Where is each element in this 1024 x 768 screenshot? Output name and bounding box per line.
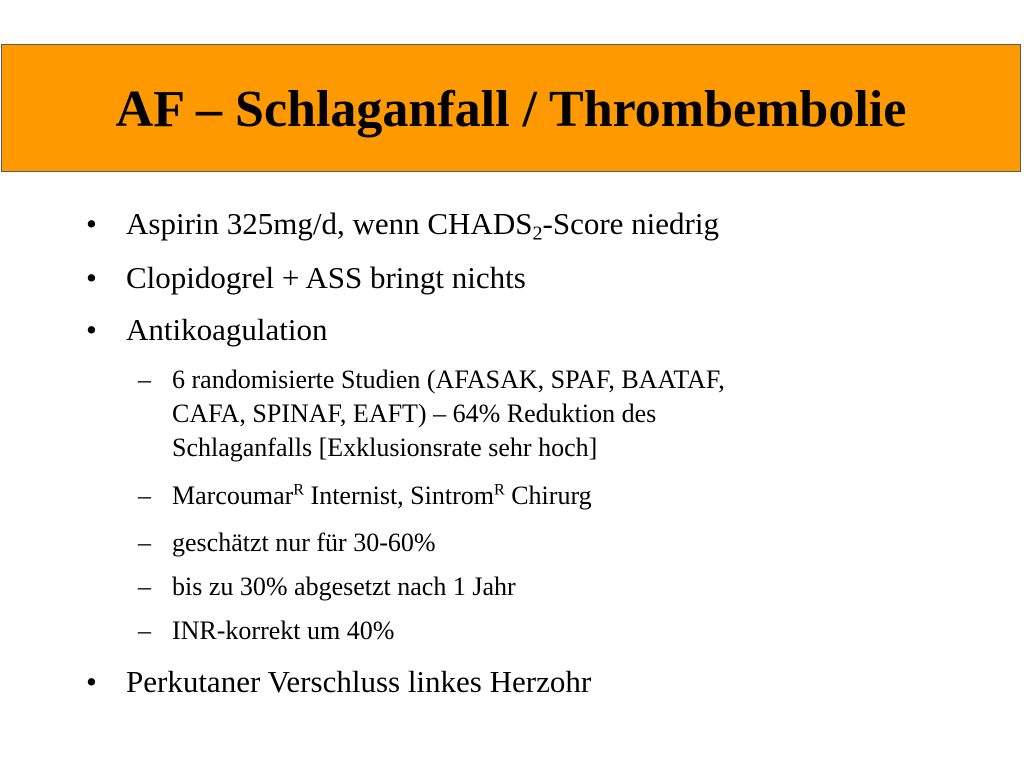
- bullet-text-part: Aspirin 325mg/d, wenn CHADS: [126, 206, 533, 241]
- sub-item-text: bis zu 30% abgesetzt nach 1 Jahr: [172, 572, 516, 601]
- registered-superscript: R: [493, 481, 505, 499]
- title-bar: [1, 44, 1021, 172]
- sub-item-text-part: Internist, Sintrom: [304, 481, 494, 510]
- bullet-marker: •: [86, 206, 97, 241]
- bullet-text: Antikoagulation: [126, 312, 328, 347]
- sub-item-text: [172, 479, 932, 513]
- sub-bullet-marker: –: [138, 365, 151, 394]
- sub-bullet-marker: –: [138, 616, 151, 645]
- sub-item-text: [172, 363, 932, 465]
- bullet-text: Perkutaner Verschluss linkes Herzohr: [126, 664, 592, 699]
- bullet-text-part: -Score niedrig: [542, 206, 719, 241]
- bullet-marker: •: [86, 312, 97, 347]
- sub-item-text: INR-korrekt um 40%: [172, 616, 395, 645]
- sub-item-text-part: Marcoumar: [172, 481, 294, 510]
- bullet-marker: •: [86, 260, 97, 295]
- bullet-marker: •: [86, 664, 97, 699]
- chads-subscript: 2: [532, 222, 543, 245]
- sub-item-text: geschätzt nur für 30-60%: [172, 528, 436, 557]
- sub-item-line: Schlaganfalls [Exklusionsrate sehr hoch]: [172, 433, 598, 462]
- sub-bullet-marker: –: [138, 572, 151, 601]
- bullet-text: Clopidogrel + ASS bringt nichts: [126, 260, 526, 295]
- sub-item-text-part: Chirurg: [504, 481, 592, 510]
- registered-superscript: R: [293, 481, 305, 499]
- sub-item-line: 6 randomisierte Studien (AFASAK, SPAF, BAATAF,: [172, 365, 725, 394]
- sub-item-line: CAFA, SPINAF, EAFT) – 64% Reduktion des: [172, 399, 657, 428]
- sub-bullet-marker: –: [138, 528, 151, 557]
- bullet-text: [126, 206, 719, 245]
- sub-bullet-marker: –: [138, 481, 151, 510]
- slide-title: AF – Schlaganfall / Thrombembolie: [115, 81, 907, 138]
